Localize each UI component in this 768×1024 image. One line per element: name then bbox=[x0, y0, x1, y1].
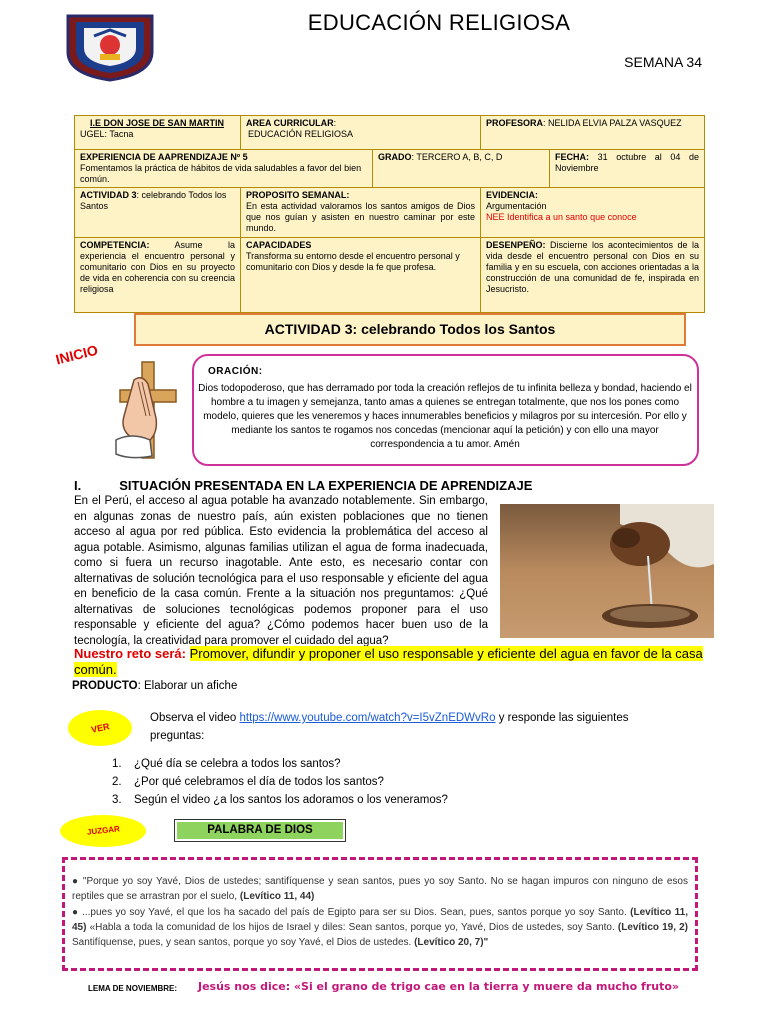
week-label: SEMANA 34 bbox=[624, 54, 702, 70]
reto-statement: Nuestro reto será: Promover, difundir y proponer el uso responsable y eficiente del agua en favor de la casa común. bbox=[74, 646, 703, 677]
grado-cell: GRADO: TERCERO A, B, C, D bbox=[373, 150, 550, 188]
situation-paragraph: En el Perú, el acceso al agua potable ha avanzado notablemente. Sin embargo, en algunas zonas de nuestro país, aún existen poblaciones que no tienen acceso al agua por red pública. Esto evidencia la problemática del acceso al agua potable. Asimismo, algunas familias utilizan el agua de forma inadecuada, como si fuera un recurso inagotable. Ante esto, es necesario contar con alternativas de solución tecnológica para el uso responsable y eficiente del agua en beneficio de la casa común. Frente a la situación nos preguntamos: ¿Qué alternativas de soluciones tecnológicas podemos proponer para el uso responsable y eficiente del agua? ¿Cómo podemos hacer buen uso de la tecnología, la creatividad para promover el cuidado del agua? bbox=[74, 495, 488, 647]
experiencia-cell: EXPERIENCIA DE AAPRENDIZAJE Nº 5 Fomentamos la práctica de hábitos de vida saludables a favor del bien común. bbox=[75, 150, 373, 188]
evidencia-cell: EVIDENCIA: Argumentación NEE Identifica a un santo que conoce bbox=[481, 188, 704, 238]
list-item: 2. ¿Por qué celebramos el día de todos los santos? bbox=[112, 776, 384, 788]
proposito-cell: PROPOSITO SEMANAL: En esta actividad valoramos los santos amigos de Dios que nos guían y asisten en nuestro caminar por este mundo. bbox=[241, 188, 481, 238]
fecha-cell: FECHA: 31 octubre al 04 de Noviembre bbox=[550, 150, 704, 188]
oracion-text: Dios todopoderoso, que has derramado por toda la creación reflejos de tu infinita belleza y bondad, haciendo el hombre a tu imagen y semejanza, tanto amas a quienes se entregan totalmente, que nos los pones como modelo, quieres que les veneremos y haces innumerables beneficios y milagros por su intercesión. Por ello y mediante los santos te rogamos nos concedas (mencionar aquí la petición) y con ello una mayor correspondencia a tu amor. Amén bbox=[198, 383, 692, 450]
school-crest-logo bbox=[64, 12, 156, 82]
producto-line: PRODUCTO: Elaborar un afiche bbox=[72, 680, 238, 692]
list-item: 1. ¿Qué día se celebra a todos los santos? bbox=[112, 758, 341, 770]
lema-text: Jesús nos dice: «Si el grano de trigo cae en la tierra y muere da mucho fruto» bbox=[198, 980, 679, 993]
desempeno-cell: DESENPEÑO: Discierne los acontecimientos de la vida desde el encuentro personal con Dios en su familia y en su escuela, con acciones orientadas a la construcción de una comunidad de fe, inspirada en Jesucristo. bbox=[486, 240, 699, 294]
video-instruction: Observa el video https://www.youtube.com/watch?v=I5vZnEDWvRo y responde las siguientes preguntas: bbox=[150, 712, 629, 742]
section-heading: I. SITUACIÓN PRESENTADA EN LA EXPERIENCIA DE APRENDIZAJE bbox=[74, 478, 533, 493]
list-item: 3. Según el video ¿a los santos los adoramos o los veneramos? bbox=[112, 794, 448, 806]
juzgar-bubble: JUZGAR bbox=[60, 815, 146, 847]
profesora-cell: PROFESORA: NELIDA ELVIA PALZA VASQUEZ bbox=[481, 116, 704, 150]
page-title: EDUCACIÓN RELIGIOSA bbox=[307, 10, 571, 35]
inicio-label: INICIO bbox=[54, 341, 100, 368]
questions-list bbox=[112, 755, 448, 809]
video-link[interactable]: https://www.youtube.com/watch?v=I5vZnEDWvRo bbox=[239, 712, 496, 724]
water-pouring-photo bbox=[500, 504, 714, 638]
oracion-label: ORACIÓN: bbox=[208, 366, 263, 377]
bible-quote-2: ● ...pues yo soy Yavé, el que los ha sacado del país de Egipto para ser su Dios. Sean, pues, santos porque yo soy Santo. (Levítico 11, 45) «Habla a toda la comunidad de los hijos de Israel y diles: Sean santos, porque yo, Yavé, Dios de ustedes, soy Santo. (Levítico 19, 2) Santifíquense, pues, y sean santos, porque yo soy Yavé, el Dios de ustedes. (Levítico 20, 7)" bbox=[72, 907, 689, 948]
activity-banner: ACTIVIDAD 3: celebrando Todos los Santos bbox=[134, 313, 686, 346]
course-info-table bbox=[74, 115, 705, 313]
lema-label: LEMA DE NOVIEMBRE: bbox=[88, 984, 178, 993]
capacidades-cell: CAPACIDADES Transforma su entorno desde el encuentro personal y comunitario con Dios y desde la fe que profesa. bbox=[241, 238, 481, 312]
school-cell: I.E DON JOSE DE SAN MARTIN UGEL: Tacna bbox=[75, 116, 241, 150]
praying-hands-cross-icon bbox=[112, 360, 184, 460]
area-cell: AREA CURRICULAR: EDUCACIÓN RELIGIOSA bbox=[241, 116, 481, 150]
ver-bubble: VER bbox=[68, 710, 132, 746]
competencia-cell: COMPETENCIA: Asume la experiencia el encuentro personal y comunitario con Dios en su proyecto de vida en coherencia con su creencia religiosa bbox=[75, 238, 241, 312]
actividad-cell: ACTIVIDAD 3: celebrando Todos los Santos bbox=[75, 188, 241, 238]
palabra-de-dios-label: PALABRA DE DIOS bbox=[174, 819, 346, 842]
bible-quote-1: ● "Porque yo soy Yavé, Dios de ustedes; santifíquense y sean santos, pues yo soy Santo. No se hagan impuros con ninguno de esos reptiles que se arrastran por el suelo, (Levítico 11, 44) bbox=[72, 876, 688, 902]
